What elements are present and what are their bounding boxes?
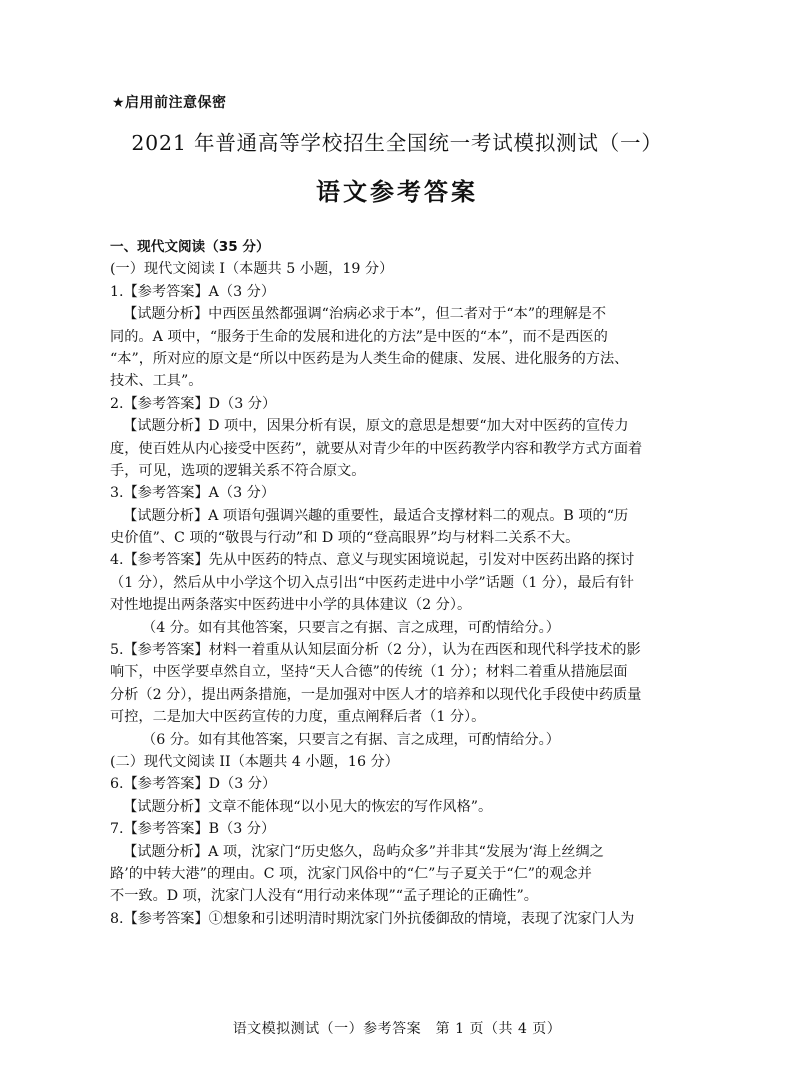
answer-line: （1 分），然后从中小学这个切入点引出“中医药走进中小学”话题（1 分），最后有针 xyxy=(110,574,634,591)
exam-title: 2021 年普通高等学校招生全国统一考试模拟测试（一） xyxy=(131,131,663,155)
scoring-note: （4 分。如有其他答案，只要言之有据、言之成理，可酌情给分。） xyxy=(142,619,560,636)
analysis-line: 路’的中转大港”的理由。C 项，沈家门风俗中的“仁”与子夏关于“仁”的观念并 xyxy=(110,865,592,882)
scoring-note: （6 分。如有其他答案，只要言之有据、言之成理，可酌情给分。） xyxy=(142,731,560,748)
analysis-line: 【试题分析】中西医虽然都强调“治病必求于本”，但二者对于“本”的理解是不 xyxy=(123,306,607,323)
analysis-line: 史价值”、C 项的“敬畏与行动”和 D 项的“登高眼界”均与材料二关系不大。 xyxy=(110,530,580,547)
analysis-line: 技术、工具”。 xyxy=(110,373,203,390)
page-footer: 语文模拟测试（一）参考答案 第 1 页（共 4 页） xyxy=(232,1021,562,1037)
answer-line: 对性地提出两条落实中医药进中小学的具体建议（2 分）。 xyxy=(110,597,472,614)
analysis-line: 度，使百姓从内心接受中医药”，就要从对青少年的中医药教学内容和教学方式方面着 xyxy=(110,440,643,457)
analysis-line: 不一致。D 项，沈家门人没有“用行动来体现”“孟子理论的正确性”。 xyxy=(110,888,538,905)
answer-line: 7.【参考答案】B（3 分） xyxy=(110,821,276,838)
section-heading: 一、现代文阅读（35 分） xyxy=(110,239,270,255)
analysis-line: 【试题分析】D 项中，因果分析有误，原文的意思是想要“加大对中医药的宣传力 xyxy=(123,418,629,435)
confidential-notice: ★启用前注意保密 xyxy=(112,95,227,111)
answer-line: 可控，二是加大中医药宣传的力度，重点阐释后者（1 分）。 xyxy=(110,709,486,726)
analysis-line: 【试题分析】A 项，沈家门“历史悠久，岛屿众多”并非其“发展为‘海上丝绸之 xyxy=(123,843,604,860)
answer-line: 2.【参考答案】D（3 分） xyxy=(110,395,277,412)
answer-line: 5.【参考答案】材料一着重从认知层面分析（2 分），认为在西医和现代科学技术的影 xyxy=(110,642,641,659)
analysis-line: 手，可见，选项的逻辑关系不符合原文。 xyxy=(110,462,366,479)
answer-line: 分析（2 分），提出两条措施，一是加强对中医人才的培养和以现代化手段使中药质量 xyxy=(110,686,642,703)
answer-line: 8.【参考答案】①想象和引述明清时期沈家门外抗倭御敌的情境，表现了沈家门人为 xyxy=(110,910,635,927)
analysis-line: 同的。A 项中，“服务于生命的发展和进化的方法”是中医的“本”，而不是西医的 xyxy=(110,328,608,345)
answer-key-title: 语文参考答案 xyxy=(316,178,478,206)
answer-line: 3.【参考答案】A（3 分） xyxy=(110,485,276,502)
subsection-heading: (二）现代文阅读 II（本题共 4 小题，16 分） xyxy=(110,753,399,770)
subsection-heading: (一）现代文阅读 I（本题共 5 小题，19 分） xyxy=(110,261,394,278)
answer-line: 4.【参考答案】先从中医药的特点、意义与现实困境说起，引发对中医药出路的探讨 xyxy=(110,552,635,569)
answer-line: 响下，中医学要卓然自立，坚持“天人合德”的传统（1 分）；材料二着重从措施层面 xyxy=(110,664,628,681)
answer-body xyxy=(110,236,695,930)
answer-line: 6.【参考答案】D（3 分） xyxy=(110,776,277,793)
analysis-line: 【试题分析】文章不能体现“以小见大的恢宏的写作风格”。 xyxy=(123,798,493,815)
analysis-line: “本”，所对应的原文是“所以中医药是为人类生命的健康、发展、进化服务的方法、 xyxy=(110,350,629,367)
analysis-line: 【试题分析】A 项语句强调兴趣的重要性，最适合支撑材料二的观点。B 项的“历 xyxy=(123,507,629,524)
answer-line: 1.【参考答案】A（3 分） xyxy=(110,283,276,300)
